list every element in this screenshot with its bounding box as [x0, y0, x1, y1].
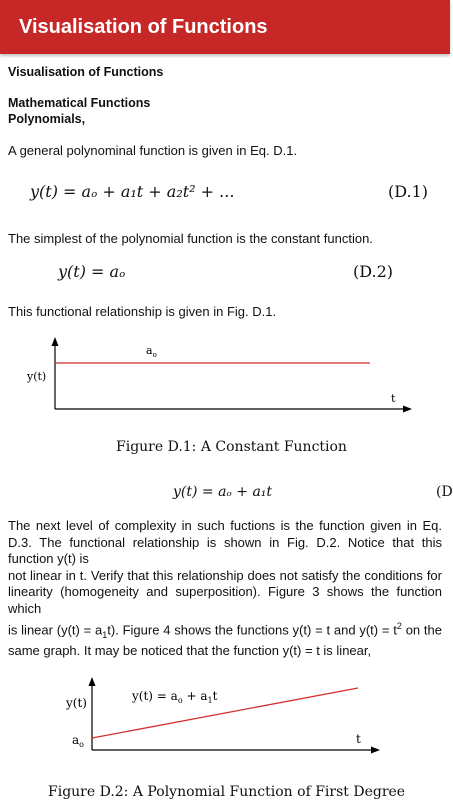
fig2-line-label: $y(t) = a_o + a_1t$: [132, 689, 218, 705]
subheading-polynomials: Polynomials,: [8, 112, 86, 126]
paragraph-complexity: The next level of complexity in such fuctions is the function given in Eq. D.3. The functional relationship is shown in Fig. D.2. Notice that this function y(t) is not linear in t. Verify that this relationship does not satisfy the conditions for linearity (homogeneity and superposition). Figure 3 shows the function which is linear $(y(t) = a_1t)$. Figure 4 shows the functions y(t) = t and $y(t) = t^2$ on the same graph. It may be noticed that the function y(t) = t is linear,: [8, 518, 443, 659]
subheading-math-functions: Mathematical Functions: [8, 96, 151, 110]
equation-d3-number: (D: [436, 484, 453, 500]
y-axis-arrow-icon: [52, 337, 59, 346]
app-bar: [0, 0, 450, 54]
x-axis-arrow-icon: [403, 406, 412, 413]
fig1-x-label: t: [391, 392, 396, 405]
equation-d3: y(t) = aₒ + a₁t: [173, 484, 273, 500]
content-area[interactable]: [0, 54, 453, 800]
figure-d1-constant-function: [0, 334, 450, 424]
fig2-x-label: t: [356, 732, 361, 746]
fig1-y-label: y(t): [27, 370, 47, 383]
paragraph-fig-reference: This functional relationship is given in Fig. D.1.: [8, 304, 277, 319]
figure-d1-caption: Figure D.1: A Constant Function: [116, 439, 347, 455]
equation-d1-number: (D.1): [388, 182, 429, 201]
y-axis-arrow-icon: [89, 677, 96, 686]
paragraph-constant-function: The simplest of the polynomial function is the constant function.: [8, 231, 373, 246]
equation-d2-number: (D.2): [353, 262, 394, 281]
figure-d2-caption: Figure D.2: A Polynomial Function of First Degree: [48, 784, 406, 800]
fig1-line-label: $a_o$: [146, 344, 157, 359]
figure-d2-first-degree: [0, 674, 450, 764]
x-axis-arrow-icon: [371, 747, 380, 754]
app-bar-title: Visualisation of Functions: [19, 15, 268, 38]
equation-d2: y(t) = aₒ: [58, 262, 126, 281]
equation-d1: y(t) = aₒ + a₁t + a₂t² + ...: [30, 182, 235, 201]
section-title: Visualisation of Functions: [8, 65, 164, 79]
paragraph-general-polynomial: A general polynominal function is given in Eq. D.1.: [8, 143, 298, 158]
fig2-intercept-label: $a_o$: [72, 733, 84, 749]
fig2-y-label: y(t): [66, 696, 87, 710]
